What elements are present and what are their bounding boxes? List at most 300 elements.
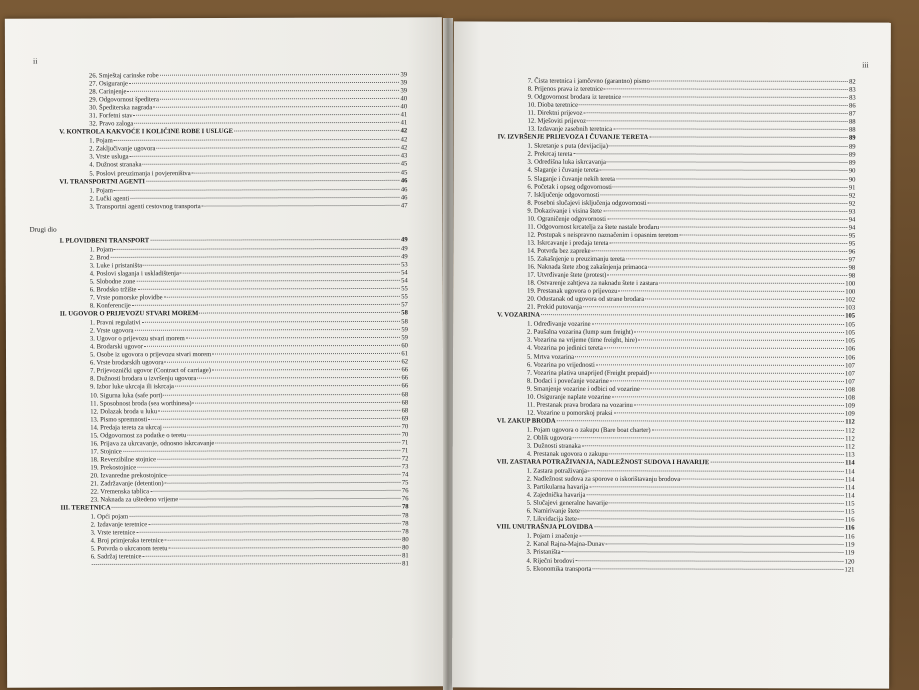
toc-entry-title: 5. Ekonomika transporta <box>526 565 592 573</box>
dot-leader <box>156 147 399 149</box>
dot-leader <box>129 515 401 517</box>
dot-leader <box>634 404 844 406</box>
toc-entry-title: 2. Lučki agenti <box>89 194 130 203</box>
toc-page-number: 45 <box>400 168 408 176</box>
dot-leader <box>575 560 843 562</box>
toc-page-number: 78 <box>401 503 409 511</box>
toc-page-number: 115 <box>844 508 855 516</box>
toc-page-number: 89 <box>848 159 856 167</box>
toc-entry-title: 20. Izvanredne prekostojnice <box>90 472 167 480</box>
toc-page-number: 106 <box>845 345 856 353</box>
dot-leader <box>132 304 400 306</box>
toc-entry-title: 2. Nadležnost sudova za sporove o iskorištavanju brodova <box>526 475 681 484</box>
toc-page-number: 82 <box>849 78 856 86</box>
toc-entry-title: I. PLOVIDBENI TRANSPORT <box>59 236 150 245</box>
toc-entry-title: 7. Vozarina plativa unaprijed (Freight prepaid) <box>526 369 650 377</box>
dot-leader <box>142 555 401 557</box>
toc-page-number: 47 <box>400 202 408 210</box>
toc-page-number: 94 <box>848 216 856 224</box>
dot-leader <box>659 283 844 284</box>
dot-leader <box>130 155 400 157</box>
dot-leader <box>651 80 848 82</box>
toc-entry-title: 18. Ostvarenje zahtjeva za naknadu štete i zastara <box>527 279 658 288</box>
toc-page-number: 59 <box>401 334 408 342</box>
dot-leader <box>592 568 843 570</box>
toc-page-number: 109 <box>844 410 855 418</box>
toc-page-number: 95 <box>848 232 856 240</box>
dot-leader <box>603 210 848 212</box>
dot-leader <box>609 503 844 505</box>
dot-leader <box>150 239 400 241</box>
dot-leader <box>179 498 401 500</box>
dot-leader <box>645 299 844 301</box>
dot-leader <box>581 511 844 513</box>
toc-entry-title: 9. Dokazivanje i visina štete <box>527 207 602 215</box>
toc-page-number: 76 <box>401 487 409 495</box>
toc-page-number: 54 <box>401 269 408 277</box>
toc-entry-title: 4. Vozarina po jedinici tereta <box>527 345 603 353</box>
toc-page-number: 83 <box>849 86 856 94</box>
toc-entry-title: 3. Vrste teretnice <box>90 529 136 537</box>
toc-page-number: 80 <box>402 536 409 544</box>
toc-page-number: 72 <box>401 455 409 463</box>
dot-leader <box>592 250 848 252</box>
toc-entry-title: 7. Čista teretnica i jamčevno (garantno) pismo <box>527 77 650 85</box>
dot-leader <box>110 256 400 258</box>
toc-entry-title: 13. Iskrcavanje i predaja tereta <box>527 239 609 247</box>
dot-leader <box>600 170 848 172</box>
toc-entry-title: 11. Odgovornost krcatelja za štete nastale brodaru <box>527 223 660 231</box>
dot-leader <box>212 353 400 355</box>
toc-page-number: 114 <box>845 476 855 484</box>
toc-entry-title: 11. Prestanak prava brodara na vozarinu <box>526 401 633 409</box>
toc-entry-title: 1. Pojam i značenje <box>526 533 579 541</box>
dot-leader <box>146 179 400 181</box>
dot-leader <box>609 453 844 455</box>
toc-entry-title: 3. Pristaništa <box>526 549 561 557</box>
toc-entry-title: VII. ZASTARA POTRAŽIVANJA, NADLEŽNOST SUDOVA I HAVARIJE <box>496 458 710 467</box>
dot-leader <box>573 154 848 156</box>
toc-entry-title: IV. IZVRŠENJE PRIJEVOZA I ČUVANJE TERETA <box>497 133 649 142</box>
toc-page-number: 61 <box>401 350 409 358</box>
dot-leader <box>123 450 401 452</box>
toc-entry-title: 10. Sigurna luka (safe port) <box>90 391 163 399</box>
dot-leader <box>681 479 844 480</box>
toc-page-number: 46 <box>400 185 408 193</box>
toc-page-number: 112 <box>845 427 855 435</box>
toc-entry-title: VIII. UNUTRAŠNJA PLOVIDBA <box>496 523 594 532</box>
toc-page-number: 42 <box>400 127 408 135</box>
dot-leader <box>652 429 845 431</box>
toc-entry-title: 6. Vozarina po vrijednosti <box>526 361 595 369</box>
left-toc-block-2 <box>60 236 409 570</box>
dot-leader <box>165 539 402 541</box>
toc-page-number: 100 <box>845 280 856 288</box>
right-page <box>452 21 891 688</box>
toc-entry-title: 7. Isključenje odgovornosti <box>527 191 600 199</box>
toc-page-number: 41 <box>400 119 408 127</box>
toc-entry-title: 4. Dužnost stranaka <box>89 161 142 169</box>
toc-page-number: 105 <box>845 329 856 337</box>
dot-leader <box>212 369 401 371</box>
toc-page-number: 39 <box>400 71 408 79</box>
toc-page-number: 73 <box>401 463 409 471</box>
toc-entry-title: 3. Vrste usluga <box>89 153 129 161</box>
toc-page-number: 71 <box>401 439 409 447</box>
toc-entry-title: 5. Slaganje i čuvanje nekih tereta <box>527 175 615 183</box>
dot-leader <box>607 218 848 220</box>
dot-leader <box>199 312 400 314</box>
dot-leader <box>153 106 399 108</box>
toc-entry-title: 10. Ograničenje odgovornosti <box>527 215 606 223</box>
toc-page-number: 42 <box>400 144 408 152</box>
dot-leader <box>130 196 400 198</box>
dot-leader <box>134 114 400 116</box>
dot-leader <box>589 486 844 488</box>
toc-page-number: 90 <box>848 175 856 183</box>
toc-page-number: 107 <box>845 370 855 378</box>
dot-leader <box>112 506 401 508</box>
toc-page-number: 39 <box>400 79 408 87</box>
toc-entry-title: 31. Forfetni stav <box>89 112 133 120</box>
dot-leader <box>187 434 400 436</box>
toc-entry <box>61 561 409 570</box>
toc-page-number: 80 <box>402 544 409 552</box>
dot-leader <box>92 563 401 565</box>
toc-entry-title: 29. Odgovornost špeditera <box>89 96 159 104</box>
toc-entry-title: 1. Zastara potraživanja <box>526 467 587 475</box>
dot-leader <box>616 178 848 180</box>
left-page-number: ii <box>32 56 38 66</box>
toc-entry-title: 2. Paušalna vozarina (lump sum freight) <box>527 328 633 337</box>
toc-entry-title: VI. ZAKUP BRODA <box>496 417 556 425</box>
toc-page-number: 91 <box>848 184 856 192</box>
toc-entry-title: 12. Dolazak broda u luku <box>90 407 158 416</box>
toc-page-number: 49 <box>401 245 408 253</box>
toc-entry-title: V. VOZARINA <box>497 311 540 319</box>
toc-page-number: 75 <box>401 479 409 487</box>
toc-entry-title: 9. Izbor luke ukrcaja ili iskrcaja <box>90 383 174 391</box>
toc-entry-title: 5. Slučajevi generalne havarije <box>526 499 608 508</box>
toc-entry-title: 3. Odredišna luka iskrcavanja <box>527 159 606 167</box>
dot-leader <box>143 163 400 165</box>
dot-leader <box>114 139 400 141</box>
dot-leader <box>609 242 847 244</box>
dot-leader <box>626 258 848 260</box>
toc-page-number: 68 <box>401 398 409 406</box>
dot-leader <box>180 272 400 274</box>
toc-page-number: 114 <box>844 484 855 492</box>
toc-entry-title: 4. Poslovi slaganja i uskladištenja <box>89 270 179 278</box>
toc-entry-title: 5. Mrtva vozarina <box>526 353 575 361</box>
dot-leader <box>614 412 844 414</box>
toc-entry-title: III. TERETNICA <box>60 504 111 512</box>
toc-page-number: 107 <box>845 362 855 370</box>
toc-entry-title: 14. Potvrda bez zapreke <box>527 247 591 255</box>
dot-leader <box>127 90 399 92</box>
toc-entry <box>496 565 854 574</box>
toc-entry-title: 26. Smještaj carinske robe <box>89 72 159 80</box>
toc-page-number: 89 <box>848 134 856 142</box>
toc-page-number: 46 <box>400 176 408 184</box>
toc-page-number: 108 <box>844 394 855 402</box>
toc-page-number: 46 <box>400 193 408 201</box>
toc-entry-title: 11. Sposobnost broda (sea worthiness) <box>90 399 192 408</box>
toc-page-number: 68 <box>401 406 409 414</box>
part-heading: Drugi dio <box>29 225 57 234</box>
toc-entry-title: 13. Pismo spremnosti <box>90 415 148 424</box>
dot-leader <box>582 445 844 447</box>
toc-entry-title: 1. Pojam <box>89 186 113 195</box>
dot-leader <box>680 234 848 235</box>
toc-page-number: 49 <box>401 236 408 244</box>
toc-entry-title: 10. Dioba teretnice <box>527 101 579 109</box>
toc-page-number: 100 <box>845 288 856 296</box>
toc-page-number: 114 <box>845 459 855 467</box>
toc-page-number: 119 <box>844 541 855 549</box>
dot-leader <box>135 329 401 331</box>
toc-page-number: 49 <box>401 253 408 261</box>
dot-leader <box>649 137 848 139</box>
toc-entry-title: 4. Brodarski ugovor <box>89 343 143 351</box>
toc-entry-title: 8. Posebni slučajevi isključenja odgovornosti <box>527 199 647 207</box>
dot-leader <box>197 377 400 379</box>
dot-leader <box>587 121 848 123</box>
toc-page-number: 53 <box>401 261 408 269</box>
toc-entry-title: 4. Broj primjeraka teretnice <box>90 537 164 545</box>
toc-page-number: 119 <box>844 549 855 557</box>
dot-leader <box>144 345 400 347</box>
toc-entry-title: 18. Reverzibilne stojnice <box>90 456 157 464</box>
dot-leader <box>142 321 401 323</box>
toc-entry-title: 4. Prestanak ugovora o zakupu <box>526 450 608 458</box>
dot-leader <box>136 280 400 282</box>
dot-leader <box>234 130 400 132</box>
dot-leader <box>148 418 400 420</box>
dot-leader <box>557 420 845 422</box>
dot-leader <box>562 552 844 554</box>
dot-leader <box>160 74 400 76</box>
left-toc-block-1 <box>59 71 407 211</box>
dot-leader <box>136 531 401 533</box>
toc-entry-title: 7. Prijevoznički ugovor (Contract of carriage) <box>90 367 211 375</box>
dot-leader <box>612 396 844 398</box>
dot-leader <box>575 356 844 358</box>
toc-page-number: 95 <box>848 240 856 248</box>
dot-leader <box>137 288 400 290</box>
toc-page-number: 70 <box>401 423 409 431</box>
toc-entry <box>59 202 407 211</box>
dot-leader <box>600 194 847 196</box>
toc-page-number: 55 <box>401 293 408 301</box>
toc-page-number: 59 <box>401 326 408 334</box>
toc-entry-title: 1. Opći pojam <box>90 513 129 521</box>
toc-entry-title: II. UGOVOR O PRIJEVOZU STVARI MOREM <box>59 310 199 318</box>
dot-leader <box>114 248 400 250</box>
dot-leader <box>158 409 401 411</box>
dot-leader <box>607 162 848 164</box>
dot-leader <box>607 274 847 276</box>
toc-page-number: 114 <box>844 492 855 500</box>
toc-entry-title: 7. Likvidacija štete <box>526 515 577 524</box>
toc-entry-title: 4. Zajednička havarija <box>526 491 586 499</box>
dot-leader <box>606 544 844 546</box>
toc-page-number: 60 <box>401 342 408 350</box>
toc-entry-title: 19. Prestanak ugovora o prijevozu <box>527 287 618 296</box>
toc-entry-title: VI. TRANSPORTNI AGENTI <box>59 177 145 186</box>
dot-leader <box>541 314 844 316</box>
toc-page-number: 66 <box>401 382 409 390</box>
toc-entry-title: 6. Namirivanje štete <box>526 507 580 516</box>
dot-leader <box>160 98 400 100</box>
toc-entry-title: 5. Potvrda o ukrcanom teretu <box>90 545 168 553</box>
toc-page-number: 57 <box>401 301 408 309</box>
dot-leader <box>648 266 847 268</box>
toc-entry-title: 3. Partikularna havarija <box>526 483 589 491</box>
toc-entry-title: 21. Prekid putovanja <box>527 303 582 312</box>
dot-leader <box>588 470 844 472</box>
toc-entry-title: 23. Naknada za uštedeno vrijeme <box>90 496 179 504</box>
toc-entry-title: 2. Brod <box>89 254 110 262</box>
toc-entry-title: 27. Osiguranje <box>89 80 128 88</box>
dot-leader <box>164 296 401 298</box>
toc-entry-title: 4. Slaganje i čuvanje tereta <box>527 167 599 175</box>
toc-page-number: 92 <box>848 192 856 200</box>
toc-page-number: 55 <box>401 285 408 293</box>
toc-page-number: 58 <box>401 309 408 317</box>
dot-leader <box>148 523 401 525</box>
toc-entry-title: 16. Naknada štete zbog zakašnjenja primaoca <box>527 263 648 271</box>
toc-entry-title: 1. Određivanje vozarine <box>527 320 591 329</box>
dot-leader <box>129 82 400 84</box>
toc-page-number: 114 <box>845 468 855 476</box>
dot-leader <box>609 146 848 148</box>
toc-page-number: 102 <box>845 296 856 304</box>
toc-entry-title: 15. Zakašnjenje u preuzimanju tereta <box>527 255 625 263</box>
toc-page-number: 40 <box>400 103 408 111</box>
toc-entry-title: 8. Prijenos prava iz teretnice <box>527 85 603 93</box>
dot-leader <box>163 426 401 428</box>
dot-leader <box>114 188 400 190</box>
toc-page-number: 87 <box>849 110 856 118</box>
toc-entry-title: 17. Utvrđivanje štete (protest) <box>527 271 607 279</box>
toc-page-number: 71 <box>401 447 409 455</box>
dot-leader <box>634 332 844 334</box>
toc-page-number: 116 <box>845 524 855 532</box>
toc-entry-title: 5. Slobodne zone <box>89 278 136 286</box>
dot-leader <box>610 380 844 382</box>
toc-page-number: 98 <box>848 272 856 280</box>
toc-entry-title: 3. Transportni agenti cestovnog transporta <box>89 202 201 211</box>
toc-entry-title: 1. Pojam <box>89 246 114 254</box>
toc-page-number: 86 <box>849 102 856 110</box>
toc-page-number: 78 <box>402 528 409 536</box>
toc-page-number: 66 <box>401 366 409 374</box>
toc-page-number: 88 <box>849 118 856 126</box>
dot-leader <box>573 437 844 439</box>
toc-entry-title: 14. Predaja tereta za ukrcaj <box>90 423 162 432</box>
toc-entry-title: 11. Direktni prijevoz <box>527 109 583 117</box>
dot-leader <box>163 393 400 395</box>
toc-page-number: 92 <box>848 200 856 208</box>
toc-entry-title: 1. Pojam ugovora o zakupu (Bare boat charter) <box>526 426 651 434</box>
dot-leader <box>596 364 844 366</box>
toc-entry-title: 3. Ugovor o prijevozu stvari morem <box>89 335 185 343</box>
right-page-number: iii <box>862 60 869 70</box>
dot-leader <box>613 129 848 131</box>
toc-entry-title: 6. Brodsko tržište <box>89 286 137 294</box>
toc-page-number: 81 <box>402 560 409 568</box>
toc-entry-title: 13. Izdavanje zasebnih teretnica <box>527 125 613 134</box>
toc-page-number: 74 <box>401 471 409 479</box>
toc-page-number: 40 <box>400 95 408 103</box>
toc-page-number: 76 <box>401 495 409 503</box>
dot-leader <box>586 494 844 496</box>
toc-page-number: 68 <box>401 390 409 398</box>
dot-leader <box>648 202 848 204</box>
toc-page-number: 107 <box>845 378 855 386</box>
toc-page-number: 105 <box>845 337 856 345</box>
dot-leader <box>710 462 844 463</box>
toc-entry-title: 12. Mješoviti prijevoz <box>527 117 587 126</box>
dot-leader <box>594 527 844 529</box>
dot-leader <box>578 519 844 521</box>
dot-leader <box>168 474 401 476</box>
toc-entry-title: 5. Osobe iz ugovora o prijevozu stvari morem <box>89 351 212 359</box>
toc-page-number: 105 <box>845 312 856 320</box>
toc-page-number: 89 <box>848 151 856 159</box>
left-table-of-contents <box>29 71 409 570</box>
toc-page-number: 103 <box>845 304 856 312</box>
toc-page-number: 116 <box>844 516 855 524</box>
toc-entry-title: 12. Vozarine u pomorskoj praksi <box>526 409 613 417</box>
toc-page-number: 112 <box>845 418 855 426</box>
toc-page-number: 62 <box>401 358 409 366</box>
toc-page-number: 93 <box>848 208 856 216</box>
toc-page-number: 116 <box>844 533 855 541</box>
dot-leader <box>618 291 844 293</box>
dot-leader <box>660 226 848 227</box>
dot-leader <box>613 186 848 188</box>
toc-entry-title: 8. Dužnosti brodara u izvršenju ugovora <box>90 375 197 383</box>
toc-page-number: 109 <box>844 402 855 410</box>
toc-page-number: 43 <box>400 152 408 160</box>
toc-entry-title: 12. Postupak s neispravno naznačenim i opasnim teretom <box>527 231 679 239</box>
toc-entry-title: 3. Dužnosti stranaka <box>526 442 581 450</box>
toc-entry-title: 1. Pravni regulativi <box>89 319 141 327</box>
dot-leader <box>134 122 399 124</box>
dot-leader <box>583 307 844 309</box>
dot-leader <box>168 547 401 549</box>
toc-entry-title: 2. Zaključivanje ugovora <box>89 145 156 153</box>
toc-page-number: 81 <box>402 552 409 560</box>
dot-leader <box>165 361 401 363</box>
dot-leader <box>157 458 401 460</box>
toc-page-number: 78 <box>401 512 409 520</box>
toc-entry-title: 2. Kanal Rajna-Majna-Dunav <box>526 541 605 549</box>
toc-page-number: 120 <box>844 557 855 566</box>
toc-page-number: 106 <box>845 353 856 361</box>
toc-page-number: 58 <box>401 318 408 326</box>
dot-leader <box>604 348 844 350</box>
toc-page-number: 41 <box>400 111 408 119</box>
dot-leader <box>650 372 844 374</box>
toc-entry-title: 6. Sadržaj teretnice <box>90 553 142 561</box>
toc-entry-title: 30. Špediterska nagrada <box>89 104 153 112</box>
toc-entry-title: 16. Prijava za ukrcavanje, odnosno iskrcavanje <box>90 439 215 448</box>
toc-entry-title: 8. Konferencije <box>89 302 131 310</box>
toc-page-number: 70 <box>401 431 409 439</box>
